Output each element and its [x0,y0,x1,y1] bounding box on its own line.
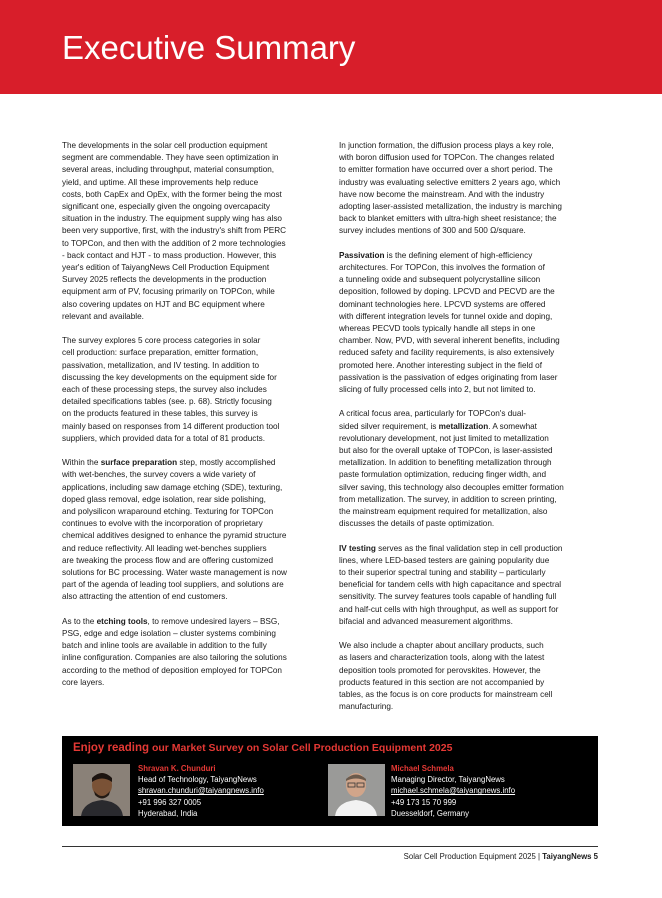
title-lead: Enjoy reading [73,742,150,754]
paragraph: We also include a chapter about ancillary products, such as lasers and characterization tools, along with the latest deposition tools promoted for perovskites. However, the products featured in this section are not accompanied by tables, as the focus is on core products for mainstream cell manufacturing. [339,641,553,712]
footer-brand: TaiyangNews [542,852,592,861]
bold-term: metallization [438,421,489,431]
contact-person-2 [391,763,515,819]
contact-name: Michael Schmela [391,764,454,773]
bold-term: etching tools [96,616,148,626]
paragraph [339,408,601,530]
bold-term: Passivation [339,250,385,260]
page-title: Executive Summary [62,29,356,66]
bold-term: IV testing [339,543,376,553]
text-run: Within the [62,458,101,468]
paragraph [339,250,601,396]
paragraph: The developments in the solar cell production equipment segment are commendable. They have seen optimization in several areas, including throughput, material consumption, yield, and uptime. All these improvements help reduce costs, both CapEx and OpEx, with the former being the most significant one, especially given the ongoing overcapacity situation in the industry. The equipment supply wing has also been very supportive, first, with the industry's shift from PERC to TOPCon, and then with the addition of 2 more technologies - back contact and HJT - to mass production. However, this year's edition of TaiyangNews Cell Production Equipment Survey 2025 reflects the developments in the production equipment arm of PV, focusing primarily on TOPCon, while also covering updates on HJT and BC equipment where relevant and available. [62,141,287,321]
avatar [73,764,130,816]
person-portrait-icon [73,764,130,816]
contact-role: Head of Technology, TaiyangNews [138,775,257,785]
paragraph [339,543,601,628]
bold-term: surface preparation [100,458,178,468]
person-portrait-icon [328,764,385,816]
footer-divider [62,846,598,847]
left-column [62,140,324,701]
text-run: As to the [62,616,97,626]
contact-box-title [73,742,452,754]
paragraph: The survey explores 5 core process categories in solar cell production: surface preparation, emitter formation, passivation, metallization, and IV testing. In addition to discussing the key developments on the equipment side for each of these processing steps, the survey also includes detailed specifications tables (see. p. 68). Strictly focusing on the products featured in these tables, this survey is mainly based on responses from 14 different production tool suppliers, which provided data for a total of 81 products. [62,336,280,443]
right-column [339,140,601,726]
contact-person-1 [138,763,264,819]
contact-name: Shravan K. Chunduri [138,764,216,773]
text-run: . A somewhat revolutionary development, not just limited to metallization but also for the overall uptake of TOPCon, is laser-assisted metallization. In addition to benefiting metallization through paste formulation optimization, reducing finger width, and silver saving, this technology also decouples emitter formation from metallization. The survey, in addition to screen printing, the mainstream equipment required for metallization, also discusses the details of paste optimization. [339,421,564,529]
contact-location: Hyderabad, India [138,808,198,818]
avatar [328,764,385,816]
contact-email-link[interactable]: michael.schmela@taiyangnews.info [391,786,516,796]
text-run: is the defining element of high-efficiency architectures. For TOPCon, this involves the formation of a tunneling oxide and subsequent polycrystalline silicon deposition, followed by doping. LPCVD and PECVD are the dominant technologies here. LPCVD systems are offered with different integration levels for tunnel oxide and doping, whereas PECVD tools typically handle all steps in one chamber. Now, PVD, with several inherent benefits, including reduced safety and facility requirements, is also extensively promoted here. Another interesting subject in the field of passivation is the passivation of edges originating from laser slicing of fully processed cells into 2, but not limited to. [339,250,560,395]
text-run: step, mostly accomplished with wet-benches, the survey covers a wide variety of applications, including saw damage etching (SDE), texturing, doped glass removal, edge isolation, rear side polishing, and polysilicon wraparound etching. Texturing for TOPCon continues to evolve with the incorporation of proprietary chemical additives designed to enhance the pyramid structure and reduce reflectivity. All leading wet-benches suppliers are tweaking the process flow and are offering customized solutions for BC processing. Water waste management is now part of the agenda of leading tool suppliers, and solutions are also attracting the attention of end customers. [62,458,287,602]
contact-role: Managing Director, TaiyangNews [391,775,505,785]
text-run: serves as the final validation step in cell production lines, where LED-based testers are gaining popularity due to their superior spectral tuning and stability – particularly beneficial for tandem cells with high capacitance and spectral sensitivity. The survey features tools capable of handling full and half-cut cells with high throughput, as well as support for bifacial and advanced measurement algorithms. [339,543,563,626]
contact-box [62,736,598,826]
contact-email-link[interactable]: shravan.chunduri@taiyangnews.info [138,786,264,796]
page-number: 5 [593,852,598,861]
page-footer [404,852,598,861]
text-run: A critical focus area, particularly for TOPCon's dual- sided silver requirement, is [339,409,526,431]
paragraph [62,457,324,603]
footer-text: Solar Cell Production Equipment 2025 | [403,852,543,861]
header-banner [0,0,662,94]
contact-phone: +91 996 327 0005 [138,797,202,807]
title-rest: our Market Survey on Solar Cell Production Equipment 2025 [149,742,453,754]
text-run: , to remove undesired layers – BSG, PSG, edge and edge isolation – cluster systems combining batch and inline tools are available in addition to the fully inline configuration. Companies are also tailoring the solutions according to the method of deposition employed for TOPCon core layers. [62,616,287,687]
contact-phone: +49 173 15 70 999 [391,797,457,807]
paragraph [62,616,324,689]
contact-location: Duesseldorf, Germany [391,808,469,818]
paragraph: In junction formation, the diffusion process plays a key role, with boron diffusion used for TOPCon. The changes related to emitter formation have occurred over a short period. The industry was evaluating selective emitters 2 years ago, which have now become the mainstream. And with the industry adopting laser-assisted metallization, the industry is marching back to blanket emitters with ultra-high sheet resistance; the survey includes mentions of 300 and 500 Ω/square. [339,141,562,236]
